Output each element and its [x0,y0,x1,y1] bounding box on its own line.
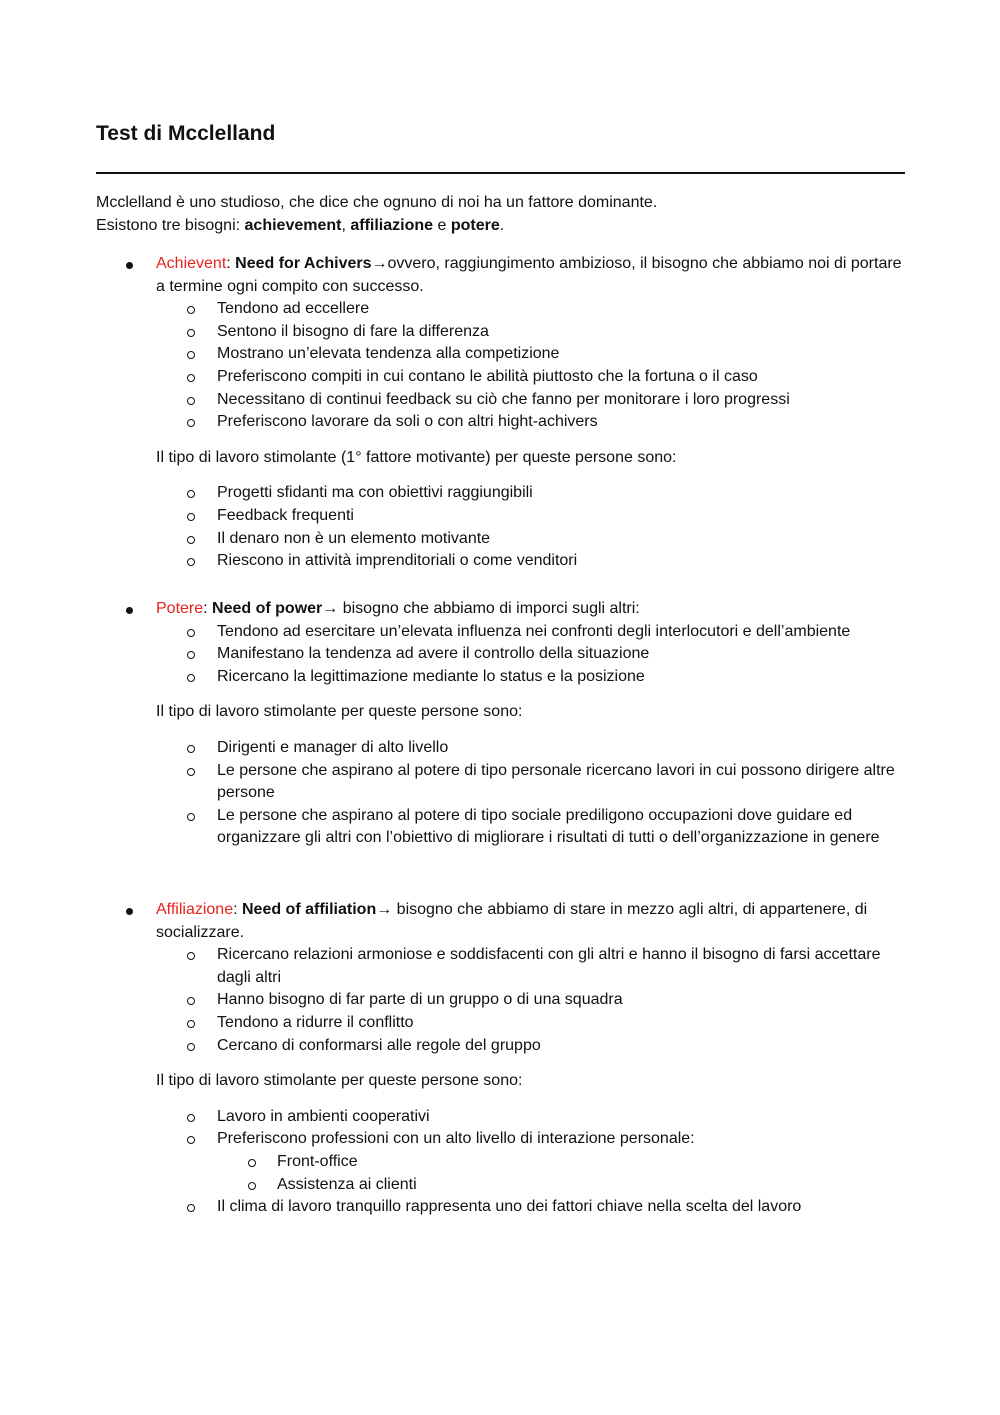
traits-list [96,298,906,434]
bullet-icon [126,262,133,269]
list-item-text: Il denaro non è un elemento motivante [217,529,491,547]
list-item [96,1106,906,1129]
list-item-text: Le persone che aspirano al potere di tipo sociale prediligono occupazioni dove guidare ed organizzare gli altri con l’obiettivo di migliorare i risultati di tutti o dell’organizzazione in genere [217,806,880,847]
section-heading [96,253,906,298]
section-desc: ovvero, raggiungimento ambizioso, il bisogno che abbiamo noi di portare a termine ogni compito con successo. [156,255,902,295]
list-item-text: Front-office [277,1152,358,1170]
intro [96,192,906,237]
intro-line-2 [96,215,906,238]
list-item-text: Feedback frequenti [217,506,354,524]
section-label: Achievent [156,255,227,272]
list-item [96,737,906,760]
arrow-icon: → [322,600,339,617]
list-item-text: Riescono in attività imprenditoriali o come venditori [217,552,578,570]
list-item-text: Progetti sfidanti ma con obiettivi raggiungibili [217,484,533,502]
list-item-text: Ricercano la legittimazione mediante lo status e la posizione [217,667,645,685]
circle-bullet-icon [187,1114,195,1122]
intro-end: . [499,216,505,234]
list-item-text: Cercano di conformarsi alle regole del gruppo [217,1036,541,1054]
list-item [96,1151,906,1174]
circle-bullet-icon [187,374,195,382]
list-item-text: Lavoro in ambienti cooperativi [217,1107,430,1125]
section-affiliazione [96,899,906,1219]
list-item [96,621,906,644]
list-item [96,1174,906,1197]
section-label: Affiliazione [156,901,234,918]
arrow-icon: → [376,901,393,918]
circle-bullet-icon [187,1020,195,1028]
list-item [96,1196,906,1219]
section-colon: : [226,255,236,272]
section-heading [96,899,906,944]
work-list [96,737,906,850]
title-underline [96,172,905,174]
circle-bullet-icon [187,1043,195,1051]
need-potere: potere [450,216,500,234]
list-item [96,389,906,412]
list-item-text: Preferiscono lavorare da soli o con altri hight-achivers [217,413,598,431]
list-item [96,482,906,505]
sub-list [96,1151,906,1196]
circle-bullet-icon [187,997,195,1005]
section-label: Potere [156,600,204,617]
circle-bullet-icon [187,536,195,544]
circle-bullet-icon [187,952,195,960]
work-list [96,1106,906,1219]
arrow-icon: → [371,255,388,272]
list-item [96,989,906,1012]
need-achievement: achievement [244,216,342,234]
list-item [96,805,906,850]
page-title: Test di Mcclelland [96,122,276,145]
circle-bullet-icon [187,490,195,498]
work-intro: Il tipo di lavoro stimolante per queste persone sono: [156,703,523,721]
work-intro: Il tipo di lavoro stimolante per queste persone sono: [156,1072,523,1090]
circle-bullet-icon [187,558,195,566]
circle-bullet-icon [187,351,195,359]
list-item-text: Assistenza ai clienti [277,1175,417,1193]
intro-prefix: Esistono tre bisogni: [96,216,245,234]
list-item [96,1035,906,1058]
list-item-text: Il clima di lavoro tranquillo rappresenta uno dei fattori chiave nella scelta del lavoro [217,1198,802,1216]
circle-bullet-icon [187,674,195,682]
list-item-text: Manifestano la tendenza ad avere il controllo della situazione [217,645,650,663]
circle-bullet-icon [187,329,195,337]
list-item-text: Tendono ad eccellere [217,300,370,318]
list-item-text: Tendono a ridurre il conflitto [217,1013,414,1031]
list-item-text: Hanno bisogno di far parte di un gruppo o di una squadra [217,991,623,1009]
list-item [96,1012,906,1035]
section-desc: bisogno che abbiamo di stare in mezzo agli altri, di appartenere, di socializzare. [156,901,868,941]
section-need: Need of power [212,600,323,617]
circle-bullet-icon [187,419,195,427]
list-item-text: Preferiscono compiti in cui contano le abilità piuttosto che la fortuna o il caso [217,367,758,385]
list-item-text: Dirigenti e manager di alto livello [217,738,449,756]
intro-line-1: Mcclelland è uno studioso, che dice che ognuno di noi ha un fattore dominante. [96,194,658,211]
section-achievement [96,253,906,573]
circle-bullet-icon [187,513,195,521]
section-colon: : [203,600,213,617]
bullet-icon [126,908,133,915]
list-item-text: Mostrano un’elevata tendenza alla competizione [217,345,560,363]
intro-sep: e [433,216,451,234]
list-item [96,411,906,434]
traits-list [96,944,906,1057]
list-item-text: Ricercano relazioni armoniose e soddisfacenti con gli altri e hanno il bisogno di farsi accettare dagli altri [217,946,881,986]
list-item-text: Le persone che aspirano al potere di tipo personale ricercano lavori in cui possono dirigere altre persone [217,761,895,802]
list-item [96,643,906,666]
bullet-icon [126,607,133,614]
circle-bullet-icon [187,813,195,821]
section-desc: bisogno che abbiamo di imporci sugli altri: [338,600,640,617]
circle-bullet-icon [187,1204,195,1212]
list-item [96,298,906,321]
list-item-text: Preferiscono professioni con un alto livello di interazione personale: [217,1130,695,1148]
section-need: Need of affiliation [241,901,377,918]
work-intro: Il tipo di lavoro stimolante (1° fattore motivante) per queste persone sono: [156,448,677,466]
section-heading [96,598,906,621]
list-item [96,528,906,551]
section-need: Need for Achivers [235,255,372,272]
list-item-text: Necessitano di continui feedback su ciò che fanno per monitorare i loro progressi [217,390,790,408]
list-item [96,760,906,805]
work-list [96,482,906,572]
section-potere [96,598,906,850]
circle-bullet-icon [187,745,195,753]
intro-sep: , [341,216,351,234]
list-item [96,366,906,389]
circle-bullet-icon [187,651,195,659]
traits-list [96,621,906,689]
list-item [96,550,906,573]
circle-bullet-icon [187,768,195,776]
list-item-text: Tendono ad esercitare un’elevata influenza nei confronti degli interlocutori e dell’ambiente [217,622,851,640]
list-item [96,666,906,689]
list-item [96,343,906,366]
list-item [96,505,906,528]
circle-bullet-icon [187,1136,195,1144]
section-colon: : [233,901,242,918]
list-item [96,1128,906,1196]
circle-bullet-icon [187,629,195,637]
circle-bullet-icon [248,1182,256,1190]
list-item [96,944,906,989]
circle-bullet-icon [187,397,195,405]
need-affiliazione: affiliazione [350,216,434,234]
circle-bullet-icon [248,1159,256,1167]
circle-bullet-icon [187,306,195,314]
list-item-text: Sentono il bisogno di fare la differenza [217,322,489,340]
list-item [96,321,906,344]
